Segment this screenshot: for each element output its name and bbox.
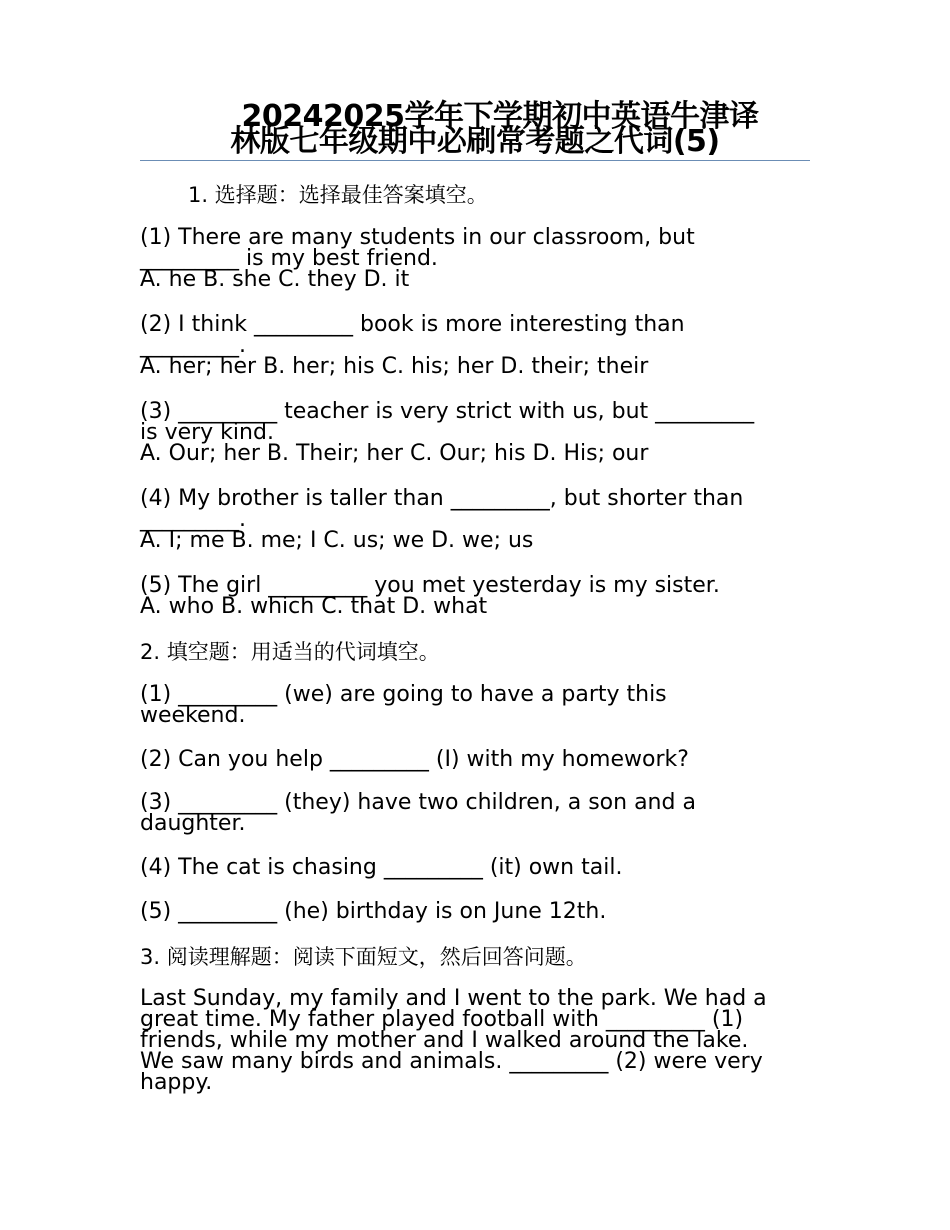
page-title (140, 99, 810, 159)
question-1-1 (140, 227, 820, 290)
question-line: (1) _________ (we) are going to have a party this (140, 682, 667, 707)
question-2-5 (140, 901, 820, 922)
reading-passage (140, 988, 820, 1093)
title-line-2: 林版七年级期中必刷常考题之代词(5) (230, 124, 720, 159)
question-line: (2) Can you help _________ (I) with my homework? (140, 747, 689, 772)
section-1-heading: 1. 选择题：选择最佳答案填空。 (188, 183, 488, 207)
question-line: is very kind. (140, 420, 274, 445)
title-line-1: 20242025学年下学期初中英语牛津译 (241, 99, 759, 134)
question-line: _________. (140, 507, 246, 532)
question-2-3 (140, 792, 820, 834)
question-line: (2) I think _________ book is more interesting than (140, 312, 685, 337)
question-line: (3) _________ (they) have two children, a son and a (140, 790, 696, 815)
question-1-2 (140, 314, 820, 377)
question-line: (5) _________ (he) birthday is on June 12th. (140, 899, 607, 924)
question-options: A. who B. which C. that D. what (140, 594, 488, 619)
section-3-heading: 3. 阅读理解题：阅读下面短文，然后回答问题。 (140, 945, 587, 969)
question-1-4 (140, 488, 820, 551)
passage-line: We saw many birds and animals. _________ (2) were very (140, 1049, 763, 1074)
passage-line: friends, while my mother and I walked around the lake. (140, 1028, 749, 1053)
section-2-heading: 2. 填空题：用适当的代词填空。 (140, 640, 440, 664)
question-options: A. Our; her B. Their; her C. Our; his D. His; our (140, 441, 649, 466)
question-line: _________ is my best friend. (140, 246, 438, 271)
question-options: A. I; me B. me; I C. us; we D. we; us (140, 528, 534, 553)
question-line: (4) My brother is taller than _________, but shorter than (140, 486, 744, 511)
title-divider (140, 160, 810, 161)
question-line: (1) There are many students in our classroom, but (140, 225, 695, 250)
question-2-4 (140, 857, 820, 878)
question-options: A. he B. she C. they D. it (140, 267, 410, 292)
passage-line: happy. (140, 1070, 213, 1095)
question-line: (3) _________ teacher is very strict with us, but _________ (140, 399, 755, 424)
question-1-5 (140, 575, 820, 617)
question-2-2 (140, 749, 820, 770)
question-line: _________. (140, 333, 246, 358)
question-line: (5) The girl _________ you met yesterday is my sister. (140, 573, 720, 598)
question-1-3 (140, 401, 820, 464)
passage-line: great time. My father played football with _________ (1) (140, 1007, 744, 1032)
question-line: weekend. (140, 703, 246, 728)
question-line: daughter. (140, 811, 246, 836)
passage-line: Last Sunday, my family and I went to the park. We had a (140, 986, 767, 1011)
question-2-1 (140, 684, 820, 726)
question-options: A. her; her B. her; his C. his; her D. their; their (140, 354, 649, 379)
question-line: (4) The cat is chasing _________ (it) own tail. (140, 855, 623, 880)
